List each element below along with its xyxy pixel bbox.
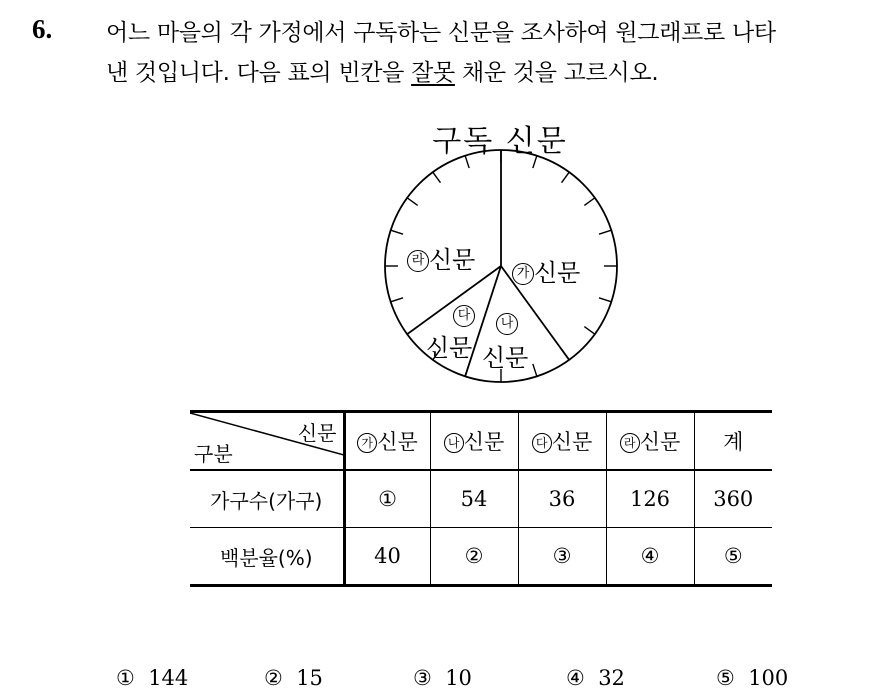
- pie-tick-mark: [599, 298, 611, 302]
- pie-label-ga: [512, 253, 580, 288]
- pie-tick-mark: [391, 298, 403, 302]
- question-number: 6.: [32, 14, 53, 44]
- corner-label-category: 구분: [194, 442, 233, 466]
- choice-value: 100: [748, 666, 789, 690]
- pie-tick-mark: [599, 230, 611, 234]
- choice-1[interactable]: [116, 666, 188, 690]
- slice-label-ra: 신문: [429, 246, 476, 274]
- pie-tick-mark: [584, 198, 595, 206]
- question-text-suffix: 채운 것을 고르시오.: [454, 60, 659, 86]
- slice-label-ga: 신문: [534, 259, 581, 287]
- pie-marker-na-wrap: [496, 313, 518, 335]
- question-underlined-word: 잘못: [411, 60, 455, 86]
- data-table: [190, 410, 772, 587]
- column-header-da: [518, 412, 606, 471]
- pie-chart-title: 구독 신문: [432, 124, 568, 159]
- choice-4[interactable]: [566, 666, 625, 690]
- table-cell: ④: [606, 528, 694, 586]
- table-cell: ③: [518, 528, 606, 586]
- table-row-percentage: [190, 528, 772, 586]
- pie-tick-mark: [562, 172, 570, 183]
- table-header-row: [190, 412, 772, 471]
- choice-value: 32: [598, 666, 625, 690]
- table-cell: 126: [606, 470, 694, 528]
- question-text-prefix: 낸 것입니다. 다음 표의 빈칸을: [106, 60, 412, 86]
- choice-number: ①: [116, 666, 135, 690]
- table-cell: ⑤: [694, 528, 772, 586]
- column-label-ga: 신문: [377, 430, 418, 454]
- table-cell: 360: [694, 470, 772, 528]
- choice-value: 144: [148, 666, 189, 690]
- pie-tick-mark: [391, 230, 403, 234]
- choice-number: ③: [413, 666, 432, 690]
- question-text-line-1: 어느 마을의 각 가정에서 구독하는 신문을 조사하여 원그래프로 나타: [106, 20, 776, 46]
- column-header-ga: [344, 412, 430, 471]
- column-label-ra: 신문: [639, 430, 681, 454]
- pie-tick-mark: [465, 156, 469, 168]
- slice-marker-da: 다: [453, 305, 475, 327]
- choice-number: ④: [566, 666, 585, 690]
- table-corner-cell: [190, 412, 344, 471]
- column-header-total: 계: [694, 412, 772, 471]
- column-marker-ga: 가: [357, 433, 377, 453]
- slice-marker-ga: 가: [512, 263, 534, 285]
- choice-5[interactable]: [716, 666, 788, 690]
- choice-number: ⑤: [716, 666, 735, 690]
- choice-3[interactable]: [413, 666, 472, 690]
- slice-marker-ra: 라: [407, 250, 429, 272]
- answer-choices: [0, 666, 884, 694]
- pie-label-ra: [407, 240, 475, 275]
- table-cell: 40: [344, 528, 430, 586]
- column-header-na: [430, 412, 518, 471]
- pie-tick-mark: [533, 156, 537, 168]
- choice-value: 10: [445, 666, 472, 690]
- slice-label-na: 신문: [482, 344, 529, 372]
- table-cell: ②: [430, 528, 518, 586]
- pie-tick-mark: [584, 327, 595, 335]
- row-label-households: 가구수(가구): [190, 470, 344, 528]
- slice-marker-na: 나: [496, 313, 518, 335]
- column-marker-da: 다: [532, 433, 552, 453]
- choice-2[interactable]: [264, 666, 323, 690]
- corner-label-newspaper: 신문: [297, 421, 337, 445]
- table-row-households: [190, 470, 772, 528]
- pie-tick-mark: [407, 198, 418, 206]
- pie-tick-mark: [533, 364, 537, 376]
- choice-number: ②: [264, 666, 283, 690]
- column-label-na: 신문: [463, 430, 505, 454]
- column-header-ra: [606, 412, 694, 471]
- table-cell: 36: [518, 470, 606, 528]
- pie-marker-da-wrap: [453, 305, 475, 327]
- table-cell: 54: [430, 470, 518, 528]
- pie-tick-mark: [433, 172, 441, 183]
- slice-label-da: 신문: [426, 334, 473, 362]
- column-label-da: 신문: [551, 430, 593, 454]
- choice-value: 15: [296, 666, 323, 690]
- table-cell: ①: [344, 470, 430, 528]
- column-marker-na: 나: [444, 433, 464, 453]
- column-marker-ra: 라: [620, 433, 640, 453]
- row-label-percentage: 백분율(%): [190, 528, 344, 586]
